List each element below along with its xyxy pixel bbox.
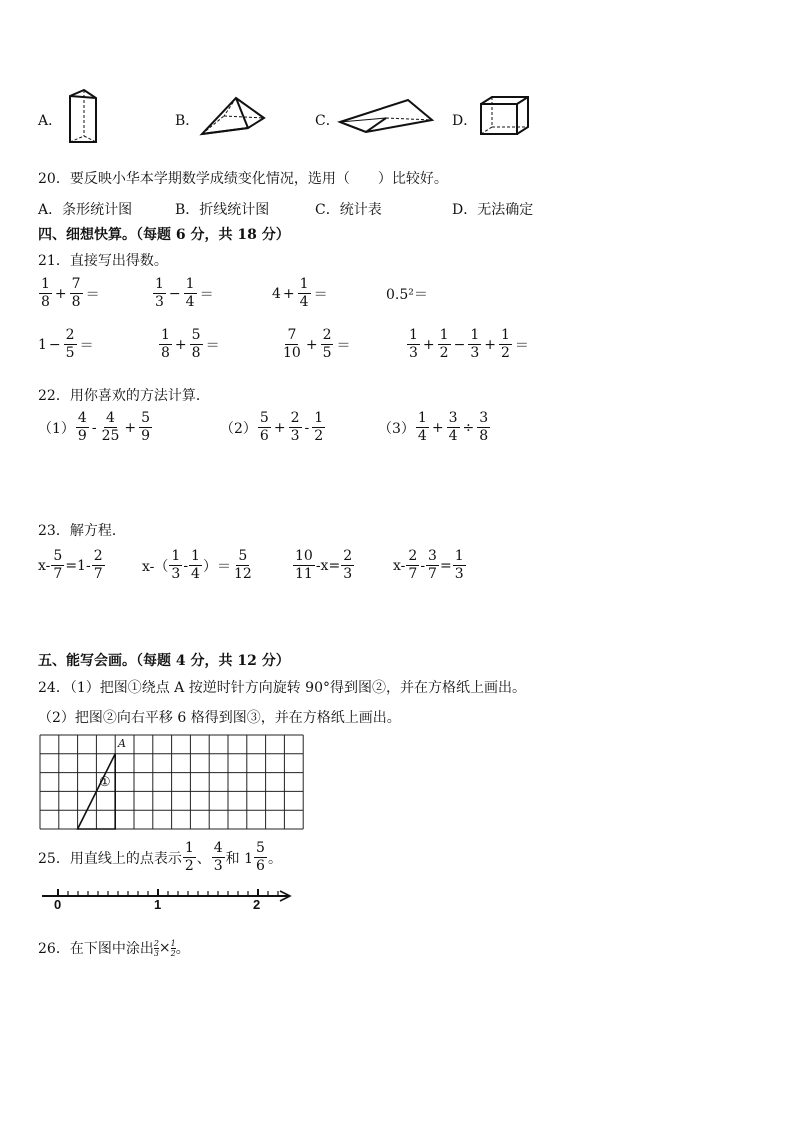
option-a-label: A． (38, 113, 63, 129)
fraction: $\frac{2}{7}$ (408, 548, 418, 582)
fraction: $\frac{1}{4}$ (185, 276, 195, 310)
fraction: $\frac{1}{4}$ (417, 410, 427, 444)
fraction: $\frac{4}{25}$ (101, 410, 120, 444)
fraction: $\frac{5}{9}$ (141, 410, 151, 444)
q21-expr-5 (38, 327, 96, 362)
q26-op: × (158, 940, 171, 956)
expr-text: = (439, 557, 452, 574)
fraction: $\frac{1}{3}$ (155, 276, 164, 310)
q26-prefix: 26．在下图中涂出 (38, 941, 154, 957)
q25-end: 。 (267, 850, 282, 867)
q24-line1: 24．（1）把图①绕点 A 按逆时针方向旋转 90°得到图②，并在方格纸上画出。 (38, 680, 526, 696)
operator: + (305, 336, 318, 353)
operator: + (282, 285, 295, 302)
fraction: $\frac{5}{12}$ (233, 548, 252, 582)
fraction: $\frac{1}{3}$ (470, 327, 480, 361)
q23-item-2 (142, 548, 255, 583)
q22-item-3 (378, 410, 491, 445)
fraction: $\frac{1}{3}$ (171, 548, 181, 582)
expr-text: 1 (38, 336, 47, 353)
operator: + (54, 285, 67, 302)
q21-expr-4 (386, 284, 428, 304)
fraction: $\frac{2}{3}$ (343, 548, 353, 582)
operator: + (174, 336, 187, 353)
operator: + (422, 336, 435, 353)
expr-text: 4 (272, 285, 281, 302)
tick-label-2: 2 (253, 897, 261, 912)
operator: + (431, 419, 444, 436)
fraction: $\frac{2}{3}$ (290, 410, 300, 444)
fraction: $\frac{7}{8}$ (71, 276, 81, 310)
fraction: $\frac{2}{7}$ (93, 548, 103, 582)
fraction: $\frac{1}{8}$ (41, 276, 50, 310)
q25-frac-1: $\frac{1}{2}$ (184, 840, 194, 874)
fraction: $\frac{1}{2}$ (439, 327, 449, 361)
option-c-label: C． (315, 113, 340, 129)
q23-item-3 (292, 548, 355, 583)
operator: - (304, 419, 310, 436)
fraction: $\frac{3}{8}$ (479, 410, 489, 444)
q25-frac-2: $\frac{4}{3}$ (213, 840, 223, 874)
q21-expr-8 (406, 327, 531, 362)
fraction: $\frac{1}{3}$ (409, 327, 418, 361)
fraction: $\frac{5}{8}$ (191, 327, 201, 361)
tick-label-0: 0 (54, 897, 62, 912)
fraction: $\frac{7}{10}$ (283, 327, 301, 361)
expr-text: x- (38, 557, 51, 574)
q25-sep: 、 (196, 850, 211, 867)
q20-option-b: B．折线统计图 (175, 202, 270, 218)
expr-text: （2） (220, 420, 257, 437)
fraction: $\frac{2}{5}$ (65, 327, 75, 361)
q23-item-1 (38, 548, 106, 583)
q21-expr-7 (280, 327, 352, 362)
operator: ＝ (514, 337, 529, 354)
q24-grid[interactable] (40, 735, 306, 831)
operator: − (48, 336, 61, 353)
fraction: $\frac{1}{4}$ (191, 548, 200, 582)
q25-prefix: 25．用直线上的点表示 (38, 850, 182, 867)
expr-text: （3） (378, 420, 415, 437)
cube-icon (478, 94, 532, 138)
triangular-prism-upright-icon (64, 88, 104, 146)
q21-expr-2 (152, 276, 216, 311)
operator: ＝ (79, 337, 94, 354)
fraction: $\frac{1}{2}$ (314, 410, 324, 444)
operator: − (453, 336, 466, 353)
q20-option-d: D．无法确定 (452, 202, 534, 218)
operator: ＝ (205, 337, 220, 354)
fraction: $\frac{3}{7}$ (428, 548, 437, 582)
fraction: $\frac{2}{5}$ (322, 327, 332, 361)
section4-title: 四、细想快算。（每题 6 分，共 18 分） (38, 227, 290, 243)
fraction: $\frac{4}{9}$ (77, 410, 87, 444)
expr-text: -x= (315, 557, 341, 574)
operator: ＝ (199, 286, 214, 303)
q21-title: 21．直接写出得数。 (38, 253, 168, 269)
fraction: $\frac{1}{4}$ (299, 276, 309, 310)
fraction: $\frac{1}{8}$ (161, 327, 170, 361)
expr-text: x- (393, 557, 406, 574)
fraction: $\frac{3}{4}$ (448, 410, 458, 444)
q20-text: 20．要反映小华本学期数学成绩变化情况，选用（ ）比较好。 (38, 171, 448, 187)
expr-text: 0.5²＝ (386, 287, 428, 303)
q20-option-c: C．统计表 (315, 202, 382, 218)
operator: + (484, 336, 496, 353)
q22-title: 22．用你喜欢的方法计算． (38, 388, 210, 404)
operator: ＝ (313, 286, 328, 303)
q21-expr-3 (272, 276, 330, 311)
q21-expr-6 (158, 327, 222, 362)
q26-frac-2: $\frac{1}{2}$ (170, 938, 176, 958)
operator: - (91, 419, 97, 436)
section5-title: 五、能写会画。（每题 4 分，共 12 分） (38, 653, 290, 669)
square-pyramid-icon (198, 94, 270, 138)
shape-1-label: ① (99, 775, 111, 790)
q25-frac-3: $\frac{5}{6}$ (256, 840, 265, 874)
operator: + (124, 419, 137, 436)
q24-line2: （2）把图②向右平移 6 格得到图③，并在方格纸上画出。 (38, 710, 401, 726)
q23-title: 23．解方程． (38, 523, 126, 539)
tick-label-1: 1 (154, 897, 162, 912)
option-d-label: D． (452, 113, 478, 129)
fraction: $\frac{1}{2}$ (500, 327, 510, 361)
fraction: $\frac{10}{11}$ (295, 548, 313, 582)
q21-expr-1 (38, 276, 102, 311)
q22-item-1 (38, 410, 153, 445)
operator: − (168, 285, 181, 302)
q25-text (38, 840, 282, 875)
fraction: $\frac{5}{7}$ (53, 548, 63, 582)
operator: ＝ (336, 337, 351, 354)
option-b-label: B． (175, 113, 200, 129)
fraction: $\frac{1}{3}$ (454, 548, 464, 582)
q23-item-4 (393, 548, 467, 583)
expr-text: ）＝ (202, 558, 231, 575)
operator: + (273, 419, 286, 436)
expr-text: - (420, 557, 426, 574)
expr-text: x-（ (142, 558, 169, 575)
operator: ＝ (85, 286, 100, 303)
q20-option-a: A．条形统计图 (38, 202, 133, 218)
operator: ÷ (462, 419, 475, 436)
expr-text: （1） (38, 420, 75, 437)
q22-item-2 (220, 410, 326, 445)
q26-text (38, 938, 190, 958)
q25-and: 和 1 (225, 850, 254, 867)
fraction: $\frac{5}{6}$ (259, 410, 269, 444)
expr-text: - (183, 557, 189, 574)
triangular-prism-lying-icon (336, 96, 436, 136)
q26-end: 。 (175, 941, 190, 957)
point-a-label: A (118, 737, 126, 750)
expr-text: =1- (65, 557, 91, 574)
q26-frac-1: $\frac{2}{3}$ (153, 938, 159, 958)
